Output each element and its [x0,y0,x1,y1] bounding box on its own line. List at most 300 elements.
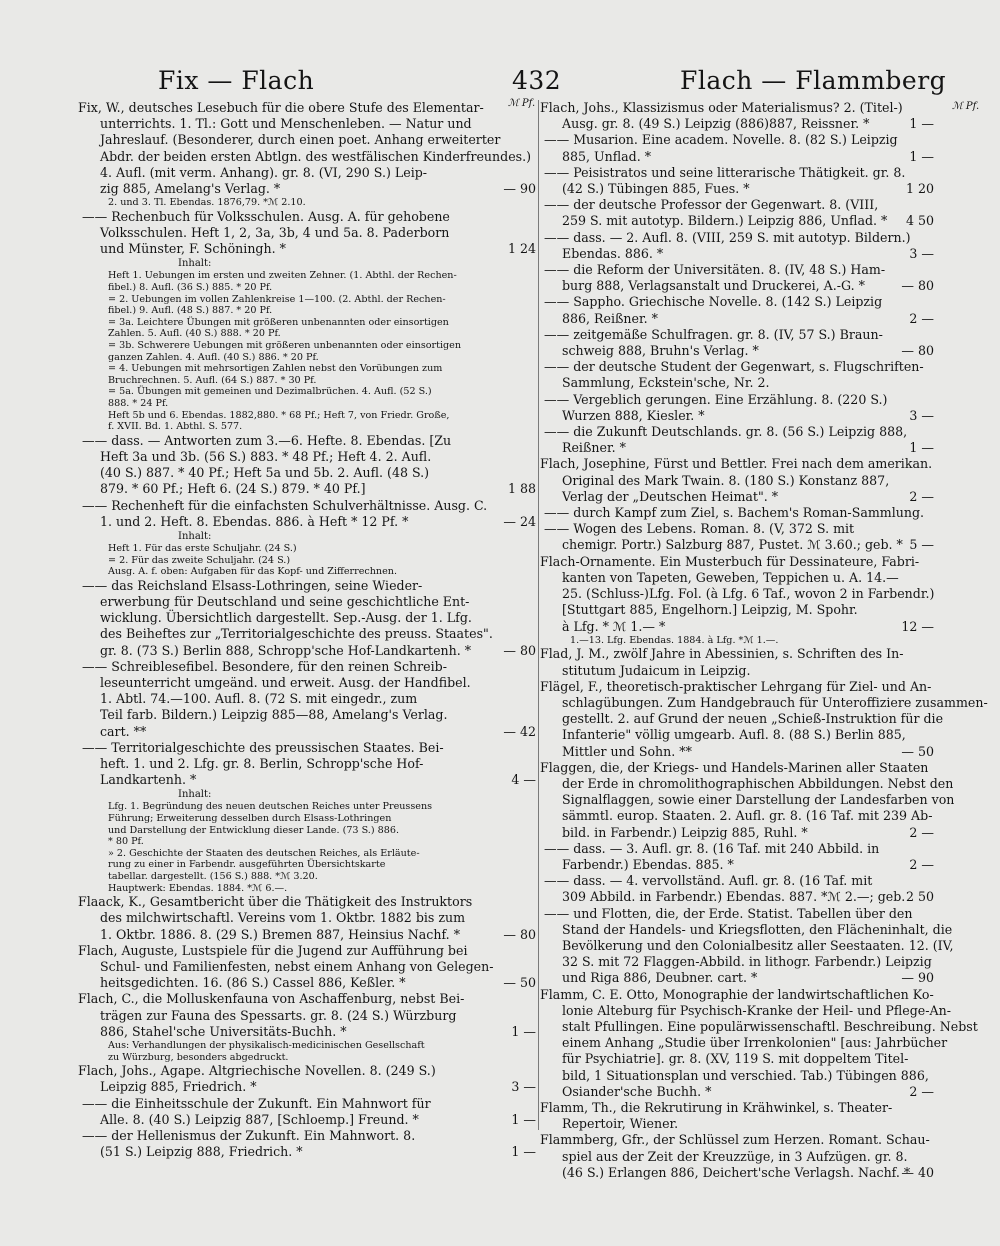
entry-line [78,116,536,132]
entry-price: 1 88 [507,481,536,497]
entry-text: Bevölkerung und den Colonialbesitz aller Seestaaten. 12. (IV, [562,937,954,953]
entry-line [78,421,536,433]
entry-text: bild. in Farbendr.) Leipzig 885, Ruhl. * [562,824,808,840]
entry-line [540,760,934,776]
entry-line [540,246,934,262]
entry-text: Flammberg, Gfr., der Schlüssel zum Herzen. Romant. Schau- [540,1132,930,1148]
entry-text: Flägel, F., theoretisch-praktischer Lehrgang für Ziel- und An- [540,678,932,694]
entry-text: Hauptwerk: Ebendas. 1884. *ℳ 6.—. [108,882,288,894]
entry-line [78,813,536,825]
entry-price: 2 — [909,488,934,504]
entry-text: (51 S.) Leipzig 888, Friedrich. * [100,1144,303,1160]
entry-price: 4 50 [905,213,934,229]
entry-line [540,165,934,181]
entry-price: — 40 [901,1164,934,1180]
entry-text: Flad, J. M., zwölf Jahre in Abessinien, s. Schriften des In- [540,646,904,662]
entry-line [78,317,536,329]
entry-line [78,241,536,257]
entry-line [540,521,934,537]
entry-text: und Darstellung der Entwicklung dieser Lande. (73 S.) 886. [108,824,400,836]
entry-line [78,894,536,910]
entry-line [540,343,934,359]
entry-line [78,801,536,813]
entry-text: Führung; Erweiterung desselben durch Elsass-Lothringen [108,812,392,824]
entry-price: 2 — [909,856,934,872]
entry-text: = 4. Uebungen mit mehrsortigen Zahlen nebst den Vorübungen zum [108,363,443,375]
entry-text: —— der deutsche Student der Gegenwart, s. Flugschriften- [544,359,924,375]
entry-text: Ausg. gr. 8. (49 S.) Leipzig (886)887, Reissner. * [562,116,870,132]
entry-text: —— die Einheitsschule der Zukunft. Ein Mahnwort für [82,1095,431,1111]
entry-line [540,408,934,424]
entry-line [540,489,934,505]
entry-line [78,352,536,364]
entry-line [540,392,934,408]
price-column-header-right: ℳ Pf. [952,101,980,112]
entry-text: —— Territorialgeschichte des preussischen Staates. Bei- [82,739,444,755]
entry-line [540,825,934,841]
entry-line [540,679,934,695]
entry-text: der Erde in chromolithographischen Abbildungen. Nebst den [562,775,954,791]
entry-line [540,602,934,618]
entry-line [78,1112,536,1128]
entry-line [540,1018,978,1035]
entry-price: 12 — [901,618,934,634]
entry-text: 2. und 3. Tl. Ebendas. 1876,79. *ℳ 2.10. [108,197,306,209]
entry-text: heitsgedichten. 16. (86 S.) Cassel 886, Keßler. * [100,975,406,991]
column-divider [538,100,539,1130]
entry-line [78,578,536,594]
entry-text: wicklung. Übersichtlich dargestellt. Sep.-Ausg. der 1. Lfg. [100,610,472,626]
entry-text: Landkartenh. * [100,772,197,788]
entry-line [540,646,934,662]
entry-text: Flach-Ornamente. Ein Musterbuch für Dessinateure, Fabri- [540,553,920,569]
entry-line [540,635,934,647]
entry-text: —— Vergeblich gerungen. Eine Erzählung. 8. (220 S.) [544,391,888,407]
entry-text: Heft 1. Für das erste Schuljahr. (24 S.) [108,542,297,554]
entry-text: Inhalt: [178,530,212,542]
entry-price: — 80 [901,278,934,294]
entry-text: 4. Aufl. (mit verm. Anhang). gr. 8. (VI, 290 S.) Leip- [100,164,428,180]
entry-text: Inhalt: [178,258,212,270]
entry-text: erwerbung für Deutschland und seine geschichtliche Ent- [100,593,470,609]
entry-text: fibel.) 8. Aufl. (36 S.) 885. * 20 Pf. [108,282,273,294]
entry-text: kanten von Tapeten, Geweben, Teppichen u. A. 14.— [562,569,899,585]
entry-text: [Stuttgart 885, Engelhorn.] Leipzig, M. Spohr. [562,602,858,618]
entry-text: rung zu einer in Farbendr. ausgeführten Übersichtskarte [108,859,386,871]
entry-price: — 50 [901,743,934,759]
entry-price: 3 — [909,407,934,423]
entry-text: Infanterie" völlig umgearb. Aufl. 8. (88 S.) Berlin 885, [562,727,906,743]
entry-line [540,473,934,489]
entry-text: (46 S.) Erlangen 886, Deichert'sche Verlagsh. Nachf. * [562,1164,911,1180]
entry-line [78,410,536,422]
entry-line [78,1144,536,1160]
entry-price: — 80 [503,642,536,658]
entry-line [540,1149,934,1165]
entry-text: —— die Zukunft Deutschlands. gr. 8. (56 S.) Leipzig 888, [544,424,908,440]
entry-line [78,225,536,241]
entry-price: 1 — [909,116,934,132]
entry-line [540,278,934,294]
entry-text: Ebendas. 886. * [562,245,664,261]
entry-text: 259 S. mit autotyp. Bildern.) Leipzig 886, Unflad. * [562,213,888,229]
entry-line [540,1116,934,1132]
entry-text: Sammlung, Eckstein'sche, Nr. 2. [562,375,770,391]
entry-line [78,181,536,197]
entry-text: und Münster, F. Schöningh. * [100,241,286,257]
entry-line [78,675,536,691]
entry-line [78,340,536,352]
entry-line [78,825,536,837]
page-number: 432 [512,66,562,95]
entry-text: Heft 1. Uebungen im ersten und zweiten Zehner. (1. Abthl. der Rechen- [108,270,457,282]
entry-text: —— das Reichsland Elsass-Lothringen, seine Wieder- [82,577,423,593]
entry-line [78,1079,536,1095]
entry-text: = 3a. Leichtere Übungen mit größeren unbenannten oder einsortigen [108,316,449,328]
entry-text: cart. ** [100,723,147,739]
entry-text: —— Rechenheft für die einfachsten Schulverhältnisse. Ausg. C. [82,497,488,513]
entry-text: gr. 8. (73 S.) Berlin 888, Schropp'sche Hof-Landkartenh. * [100,642,472,658]
entry-text: stitutum Judaicum in Leipzig. [562,662,751,678]
entry-line [540,100,934,116]
entry-text: Flamm, Th., die Rekrutirung in Krähwinkel, s. Theater- [540,1099,893,1115]
entry-line [78,740,536,756]
entry-line [78,859,536,871]
entry-line [78,149,536,165]
entry-line [78,943,536,959]
entry-line [78,594,536,610]
entry-text: Flaack, K., Gesamtbericht über die Thätigkeit des Instruktors [78,894,473,910]
entry-line [78,465,536,481]
entry-line [78,959,536,975]
entry-text: Signalflaggen, sowie einer Darstellung der Landesfarben von [562,792,955,808]
entry-line [540,744,934,760]
entry-line [78,659,536,675]
entry-line [540,359,934,375]
entry-line [540,841,934,857]
entry-line [540,857,934,873]
entry-price: 1 — [511,1144,536,1160]
entry-text: 1. Abtl. 74.—100. Aufl. 8. (72 S. mit eingedr., zum [100,691,418,707]
entry-line [78,910,536,926]
entry-text: Flach, Johs., Klassizismus oder Materialismus? 2. (Titel-) [540,100,903,115]
entry-price: — 80 [901,343,934,359]
entry-line [540,197,934,213]
entry-line [540,808,934,824]
entry-text: des Beiheftes zur „Territorialgeschichte des preuss. Staates". [100,626,493,642]
entry-text: = 5a. Übungen mit gemeinen und Dezimalbrüchen. 4. Aufl. (52 S.) [108,386,432,398]
entry-line [540,970,934,986]
entry-line [540,554,934,570]
entry-line [78,626,536,642]
entry-text: 885, Unflad. * [562,148,652,164]
entry-line [540,1100,934,1116]
entry-text: Teil farb. Bildern.) Leipzig 885—88, Amelang's Verlag. [100,707,448,723]
entry-text: —— Wogen des Lebens. Roman. 8. (V, 372 S. mit [544,521,855,537]
entry-price: — 90 [901,970,934,986]
entry-text: Aus: Verhandlungen der physikalisch-medicinischen Gesellschaft [108,1039,425,1051]
entry-line [540,294,934,310]
entry-line [540,230,934,246]
entry-text: Flach, Josephine, Fürst und Bettler. Frei nach dem amerikan. [540,456,933,472]
entry-line [78,449,536,465]
entry-text: = 3b. Schwerere Uebungen mit größeren unbenannten oder einsortigen [108,339,462,351]
entry-line [540,149,934,165]
entry-price: 1 24 [507,241,536,257]
entry-line [540,262,934,278]
entry-price: 1 — [909,440,934,456]
entry-text: schlagübungen. Zum Handgebrauch für Unteroffiziere zusammen- [562,694,988,710]
entry-line [540,727,934,743]
entry-text: f. XVII. Bd. 1. Abthl. S. 577. [108,421,243,433]
entry-line [78,282,536,294]
entry-price: 2 50 [905,889,934,905]
entry-text: —— dass. — 4. vervollständ. Aufl. gr. 8. (16 Taf. mit [544,873,873,889]
entry-price: 4 — [511,772,536,788]
entry-line [78,566,536,578]
entry-text: stalt Pfullingen. Eine populärwissenschaftl. Beschreibung. Nebst [562,1018,978,1034]
entry-line [540,1132,934,1148]
entry-price: 2 — [909,310,934,326]
entry-text: —— Peisistratos und seine litterarische Thätigkeit. gr. 8. [544,164,906,180]
entry-text: fibel.) 9. Aufl. (48 S.) 887. * 20 Pf. [108,305,273,317]
entry-text: Original des Mark Twain. 8. (180 S.) Konstanz 887, [562,472,890,488]
left-column [78,100,536,1160]
entry-line [540,440,934,456]
entry-text: —— der Hellenismus der Zukunft. Ein Mahnwort. 8. [82,1127,416,1143]
entry-text: (42 S.) Tübingen 885, Fues. * [562,181,750,197]
entry-text: gestellt. 2. auf Grund der neuen „Schieß-Instruktion für die [562,711,944,727]
entry-line [78,132,536,148]
entry-text: Heft 5b und 6. Ebendas. 1882,880. * 68 Pf.; Heft 7, von Friedr. Große, [108,409,450,421]
entry-line [540,537,934,553]
entry-text: Heft 3a und 3b. (56 S.) 883. * 48 Pf.; Heft 4. 2. Aufl. [100,448,432,464]
entry-text: Jahreslauf. (Besonderer, durch einen poet. Anhang erweiterter [100,132,501,148]
entry-text: Schul- und Familienfesten, nebst einem Anhang von Gelegen- [100,958,494,974]
entry-line [78,294,536,306]
entry-text: bild, 1 Situationsplan und verschied. Tab.) Tübingen 886, [562,1067,929,1083]
entry-price: 2 — [909,1083,934,1099]
entry-text: 32 S. mit 72 Flaggen-Abbild. in lithogr. Farbendr.) Leipzig [562,954,932,970]
entry-line [78,1128,536,1144]
right-column [540,100,988,1181]
entry-text: —— und Flotten, die, der Erde. Statist. Tabellen über den [544,905,913,921]
entry-text: —— dass. — Antworten zum 3.—6. Hefte. 8. Ebendas. [Zu [82,432,452,448]
entry-text: Wurzen 888, Kiesler. * [562,407,705,423]
entry-price: — 24 [503,513,536,529]
entry-text: leseunterricht umgeänd. und erweit. Ausg. der Handfibel. [100,674,471,690]
entry-text: für Psychiatrie]. gr. 8. (XV, 119 S. mit doppeltem Titel- [562,1051,909,1067]
entry-text: 25. (Schluss-)Lfg. Fol. (à Lfg. 6 Taf., wovon 2 in Farbendr.) [562,586,935,602]
entry-line [540,424,934,440]
entry-line [78,257,536,270]
entry-text: à Lfg. * ℳ 1.— * [562,618,666,634]
entry-line [78,1040,536,1052]
entry-line [78,328,536,340]
entry-text: —— der deutsche Professor der Gegenwart. 8. (VIII, [544,197,879,213]
entry-text: 888. * 24 Pf. [108,397,169,409]
entry-text: Flach, C., die Molluskenfauna von Aschaffenburg, nebst Bei- [78,991,465,1007]
entry-line [78,691,536,707]
entry-line [78,363,536,375]
entry-line [540,1002,951,1019]
entry-line [540,873,934,889]
entry-line [78,555,536,567]
entry-line [540,327,934,343]
entry-text: Verlag der „Deutschen Heimat". * [562,488,779,504]
entry-text: des milchwirtschaftl. Vereins vom 1. Oktbr. 1882 bis zum [100,910,466,926]
entry-line [540,181,934,197]
entry-price: 1 — [909,148,934,164]
entry-line [78,481,536,497]
entry-text: Flach, Johs., Agape. Altgriechische Novellen. 8. (249 S.) [78,1063,436,1079]
entry-line [540,1165,934,1181]
entry-text: Abdr. der beiden ersten Abtlgn. des westfälischen Kinderfreundes.) [100,148,532,164]
entry-line [540,889,934,905]
entry-text: Flamm, C. E. Otto, Monographie der landwirtschaftlichen Ko- [540,986,934,1002]
entry-line [78,991,536,1007]
entry-price: 3 — [511,1079,536,1095]
entry-text: Lfg. 1. Begründung des neuen deutschen Reiches unter Preussens [108,801,433,813]
entry-line [540,663,934,679]
entry-text: Fix, W., deutsches Lesebuch für die obere Stufe des Elementar- [78,100,484,115]
entry-text: —— zeitgemäße Schulfragen. gr. 8. (IV, 57 S.) Braun- [544,326,883,342]
entry-text: 1.—13. Lfg. Ebendas. 1884. à Lfg. *ℳ 1.—. [570,634,779,646]
entry-text: Alle. 8. (40 S.) Leipzig 887, [Schloemp.] Freund. * [100,1111,419,1127]
running-head-left: Fix — Flach [158,66,315,95]
entry-line [540,792,955,808]
entry-text: Zahlen. 5. Aufl. (40 S.) 888. * 20 Pf. [108,328,281,340]
entry-price: 1 20 [905,181,934,197]
entry-line [78,788,536,801]
entry-line [78,433,536,449]
entry-text: * 80 Pf. [108,836,144,848]
entry-text: lonie Alteburg für Psychisch-Kranke der Heil- und Pflege-An- [562,1002,951,1018]
entry-line [540,1035,948,1051]
entry-line [78,756,536,772]
entry-line [78,927,536,943]
entry-line [78,610,536,626]
entry-line [78,100,536,116]
entry-line [78,375,536,387]
entry-text: ganzen Zahlen. 4. Aufl. (40 S.) 886. * 20 Pf. [108,351,319,363]
entry-text: Farbendr.) Ebendas. 885. * [562,856,734,872]
entry-line [78,1024,536,1040]
entry-line [78,1052,536,1064]
entry-line [540,505,934,521]
entry-price: — 50 [503,975,536,991]
entry-text: Volksschulen. Heft 1, 2, 3a, 3b, 4 und 5a. 8. Paderborn [100,225,450,241]
entry-line [540,775,954,792]
entry-line [78,883,536,895]
entry-price: 3 — [909,245,934,261]
entry-text: tabellar. dargestellt. (156 S.) 888. *ℳ 3.20. [108,870,318,882]
entry-text: Inhalt: [178,789,212,801]
price-column-header-left: ℳ Pf. [508,98,536,109]
entry-text: unterrichts. 1. Tl.: Gott und Menschenleben. — Natur und [100,116,472,132]
entry-line [78,643,536,659]
entry-text: —— dass. — 3. Aufl. gr. 8. (16 Taf. mit 240 Abbild. in [544,840,880,856]
entry-line [78,543,536,555]
entry-text: 309 Abbild. in Farbendr.) Ebendas. 887. *ℳ 2.—; geb. [562,889,906,905]
entry-text: —— die Reform der Universitäten. 8. (IV, 48 S.) Ham- [544,262,886,278]
entry-text: Reißner. * [562,440,626,456]
entry-line [540,570,934,586]
entry-text: schweig 888, Bruhn's Verlag. * [562,343,759,359]
entry-text: Osiander'sche Buchh. * [562,1083,712,1099]
entry-price: 1 — [511,1111,536,1127]
entry-text: Bruchrechnen. 5. Aufl. (64 S.) 887. * 30 Pf. [108,374,317,386]
entry-text: zu Würzburg, besonders abgedruckt. [108,1051,289,1063]
entry-line [540,619,934,635]
entry-price: 5 — [909,537,934,553]
entry-line [540,116,934,132]
entry-text: zig 885, Amelang's Verlag. * [100,181,281,197]
entry-text: Flaggen, die, der Kriegs- und Handels-Marinen aller Staaten [540,759,929,775]
entry-line [78,871,536,883]
entry-line [78,836,536,848]
entry-price: — 80 [503,926,536,942]
entry-text: burg 888, Verlagsanstalt und Druckerei, A.-G. * [562,278,865,294]
entry-line [78,209,536,225]
entry-line [78,165,536,181]
entry-line [540,954,934,970]
entry-line [78,398,536,410]
entry-text: 886, Stahel'sche Universitäts-Buchh. * [100,1023,347,1039]
entry-line [78,197,536,209]
entry-price: 2 — [909,824,934,840]
entry-text: heft. 1. und 2. Lfg. gr. 8. Berlin, Schropp'sche Hof- [100,755,424,771]
entry-text: Stand der Handels- und Kriegsflotten, den Flächeninhalt, die [562,921,953,937]
entry-line [78,305,536,317]
entry-line [540,1068,934,1084]
entry-text: —— durch Kampf zum Ziel, s. Bachem's Roman-Sammlung. [544,505,925,521]
entry-price: — 42 [503,723,536,739]
entry-text: (40 S.) 887. * 40 Pf.; Heft 5a und 5b. 2. Aufl. (48 S.) [100,465,430,481]
entry-text: 1. Oktbr. 1886. 8. (29 S.) Bremen 887, Heinsius Nachf. * [100,926,460,942]
entry-text: —— Musarion. Eine academ. Novelle. 8. (82 S.) Leipzig [544,132,898,148]
running-head-right: Flach — Flammberg [680,66,947,95]
entry-line [78,1063,536,1079]
entry-text: einem Anhang „Studie über Irrenkolonien" [aus: Jahrbücher [562,1035,948,1051]
entry-line [540,311,934,327]
entry-text: 886, Reißner. * [562,310,658,326]
entry-text: —— Sappho. Griechische Novelle. 8. (142 S.) Leipzig [544,294,883,310]
entry-line [78,1008,536,1024]
entry-text: = 2. Für das zweite Schuljahr. (24 S.) [108,554,291,566]
entry-line [540,132,934,148]
entry-line [540,987,934,1003]
entry-text: Flach, Auguste, Lustspiele für die Jugend zur Aufführung bei [78,942,468,958]
entry-text: spiel aus der Zeit der Kreuzzüge, in 3 Aufzügen. gr. 8. [562,1148,908,1164]
entry-line [540,375,934,391]
entry-line [540,213,934,229]
entry-line [78,530,536,543]
entry-text: und Riga 886, Deubner. cart. * [562,970,758,986]
entry-line [540,586,934,602]
entry-line [78,498,536,514]
entry-line [78,386,536,398]
entry-line [540,921,953,938]
entry-line [78,514,536,530]
entry-text: 1. und 2. Heft. 8. Ebendas. 886. à Heft * 12 Pf. * [100,513,409,529]
entry-price: — 90 [503,181,536,197]
entry-line [540,694,988,711]
entry-text: » 2. Geschichte der Staaten des deutschen Reiches, als Erläute- [108,847,420,859]
entry-line [78,1096,536,1112]
entry-price: 1 — [511,1023,536,1039]
entry-text: = 2. Uebungen im vollen Zahlenkreise 1—100. (2. Abthl. der Rechen- [108,293,446,305]
